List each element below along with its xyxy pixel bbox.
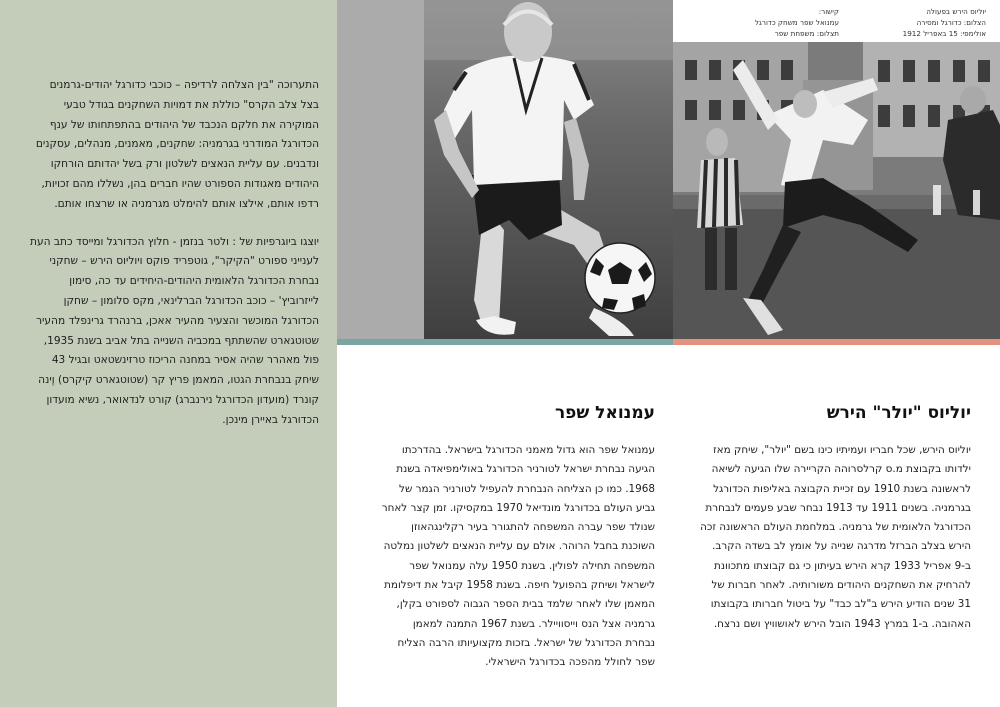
hirsch-photo [673, 0, 1000, 339]
left-panel [0, 0, 337, 707]
photo-captions [673, 0, 1000, 42]
divider-salmon [673, 339, 1000, 345]
intro-paragraph: התערוכה "בין הצלחה לרדיפה – כוכבי כדורגל יהודים-גרמנים בצל צלב הקרס" כוללת את דמויות השחקנים בגודל טבעי המוקירה את חלקם הנכבד של היהודים בהתפתחותו של ענף הכדורגל המודרני בגרמניה: שחקנים, מאמנים, מנהלים, עסקנים ונדבנים. עם עליית הנאצים לשלטון ורק בשל יהדותם הורחקו היהודים מאגודות הספורט שהיו חברים בהן, נשללו מהם זכויות, רדפו אותם, אילצו אותם להימלט מגרמניה או שרצחו אותם. [35, 79, 319, 210]
divider-teal [337, 339, 673, 345]
hirsch-heading: יוליוס "יולר" הירש [826, 403, 971, 423]
hirsch-biography: יוליוס הירש, שכל חבריו ועמיתיו כינו בשם "יולר", שיחק מאז ילדותו בקבוצת מ.ס קרלסרוהה הקריירה שלו הגיעה לשיאה לראשונה בשנת 1910 עם זכיית הקבוצה באליפות הכדורגל בגרמניה. בשנים 1911 עד 1913 נבחר שבע פעמים לנבחרת הכדורגל הלאומית של גרמניה. במלחמת העולם הראשונה זכה הירש בצלב הברזל מדרגה שנייה על אומץ לב בשדה הקרב. ב-9 אפריל 1933 קרא הירש בעיתון כי גם קבוצתו מתכוונת להרחיק את השחקנים היהודים משורותיה. לאחר חברות של 31 שנים הודיע הירש ב"לב כבד" על ביטול חברותו בקבוצתו האהובה. ב-1 במרץ 1943 הובל הירש לאושוויץ ושם נרצח. [700, 444, 971, 630]
hirsch-photo-illustration [673, 0, 1000, 339]
shefer-photo-illustration [424, 0, 673, 339]
shefer-caption-line1: עמנואל שפר משחק כדורגל [754, 18, 839, 27]
hirsch-caption-line1: יוליוס הירש בפעולה [926, 7, 986, 16]
bios-paragraph: יוצגו ביוגרפיות של : ולטר בנזמן - חלוץ הכדורגל ומייסד כתב העת לענייני ספורט "הקיקר", גוטפריד פוקס ויוליוס הירש – שחקני נבחרת הכדורגל הלאומית היהודים-היחידים עד כה, סימון לייזרוביץ' – כוכב הכדורגל הברלינאי, מקס סלומון – שחקן הכדורגל המוכשר והצעיר מהעיר אאכן, ברנהרד גרינפלד מהעיר שטוטגארט שהשתתף במכביה השנייה בתל אביב בשנת 1935, פול מאהרר שהיה אסיר במחנה הריכוז טרזינשטאט ובגיל 43 שיחק בנבחרת הגטו, המאמן פריץ קר (שטוטגארט קיקרס) וֶינה קונרד (מועדון הכדורגל נירנברג) קורט לנדאואר, נשיא מועדון הכדורגל באיירן מינכן. [30, 235, 319, 426]
shefer-biography: עמנואל שפר הוא גדול מאמני הכדורגל בישראל. בהדרכתו הגיעה נבחרת ישראל לטורניר הכדורגל באולימפיאדה בשנת 1968. כמו כן הצליחה הנבחרת להעפיל לטורניר הגמר של גביע העולם בכדורגל מונדיאל 1970 במקסיקו. זמן קצר לאחר שנולד שפר עברה המשפחה להתגורר בעיר רקלינגהאוזן השוכנת בחבל הרוהר. אולם עם עליית הנאצים לשלטון נמלטה המשפחה תחילה לפולין. בשנת 1950 עלה עמנואל שפר לישראל ושיחק בהפועל חיפה. בשנת 1958 קיבל את דיפלומת המאמן שלו לאחר שלמד בבית הספר הגבוה לספורט בקלן, גרמניה אצל הנס וייסוויילר. בשנת 1967 התמנה למאמן נבחרת הכדורגל של ישראל. בזכות מקצועיותו הרבה הצליח שפר לחולל מהפכה בכדורגל הישראלי. [381, 444, 655, 669]
hirsch-photo-caption [866, 6, 986, 39]
hirsch-caption-line2: הצלום: כדורגל ומסירה [916, 18, 986, 27]
shefer-photo-caption [729, 6, 839, 39]
shefer-caption-label: קישור: [818, 7, 839, 16]
hirsch-caption-line3: אולימפי: 15 באפריל 1912 [902, 29, 986, 38]
grey-block [337, 0, 424, 339]
exhibition-description [30, 76, 319, 431]
shefer-heading: עמנואל שפר [554, 403, 655, 423]
shefer-photo [424, 0, 673, 339]
shefer-caption-line2: תצלום: משפחת שפר [774, 29, 839, 38]
